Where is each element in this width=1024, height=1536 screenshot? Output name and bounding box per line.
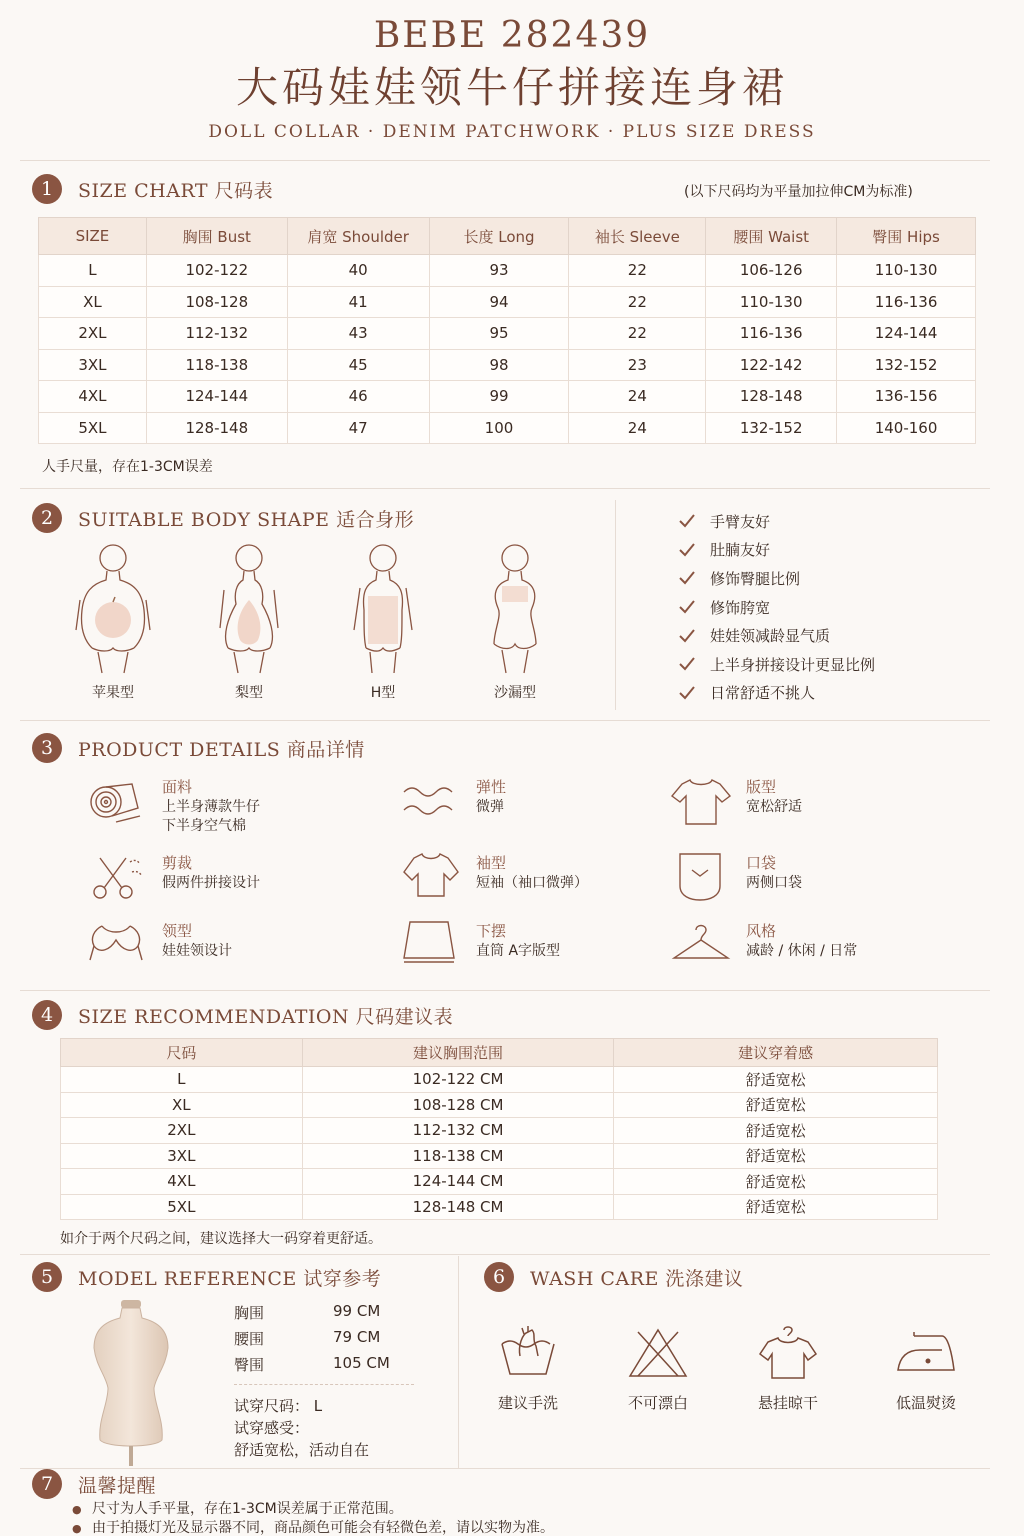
section-title: PRODUCT DETAILS 商品详情 — [78, 738, 365, 761]
details-header — [32, 733, 365, 763]
table-row — [61, 1143, 938, 1169]
hourglass-shape — [472, 540, 558, 702]
checkmark-icon — [678, 541, 696, 559]
care-label: 悬挂晾干 — [757, 1394, 818, 1412]
size-chart-header — [32, 174, 273, 204]
shape-label: 沙漏型 — [494, 685, 536, 701]
table-cell: 99 — [429, 381, 569, 413]
h-shape — [340, 540, 426, 702]
divider — [20, 990, 990, 991]
model-measure-row — [234, 1302, 380, 1323]
check-label: 娃娃领减龄显气质 — [710, 627, 831, 646]
care-hang-dry — [748, 1326, 828, 1413]
detail-title: 弹性 — [476, 778, 507, 796]
measure-value: 99 CM — [333, 1302, 381, 1320]
detail-title: 风格 — [746, 922, 777, 940]
column-header: 长度 Long — [429, 218, 569, 255]
table-cell: 46 — [287, 381, 429, 413]
table-row — [61, 1194, 938, 1220]
column-header: 建议穿着感 — [614, 1039, 938, 1067]
check-label: 肚腩友好 — [710, 541, 771, 560]
table-cell: 4XL — [39, 381, 147, 413]
table-cell: XL — [61, 1092, 303, 1118]
h-body-icon — [340, 540, 426, 674]
detail-text: 两侧口袋 — [746, 875, 802, 891]
table-cell: 94 — [429, 286, 569, 318]
table-cell: 45 — [287, 349, 429, 381]
wash-care-header — [484, 1262, 743, 1292]
hang-dry-icon — [756, 1326, 820, 1380]
table-cell: 136-156 — [837, 381, 976, 413]
table-cell: 95 — [429, 318, 569, 350]
section-number: 6 — [484, 1262, 514, 1292]
section-title: WASH CARE 洗涤建议 — [530, 1267, 744, 1290]
body-shape-header — [32, 503, 414, 533]
column-header: 尺码 — [61, 1039, 303, 1067]
table-cell: 110-130 — [706, 286, 837, 318]
table-row — [61, 1118, 938, 1144]
column-header: 腰围 Waist — [706, 218, 837, 255]
detail-pocket — [670, 852, 802, 908]
detail-text: 宽松舒适 — [746, 799, 802, 815]
try-feel-label: 试穿感受： — [234, 1419, 310, 1437]
detail-text: 娃娃领设计 — [162, 943, 232, 959]
table-cell: 24 — [569, 381, 706, 413]
table-cell: 122-142 — [706, 349, 837, 381]
try-feel: 舒适宽松，活动自在 — [234, 1441, 370, 1459]
checkmark-icon — [678, 569, 696, 587]
column-header: 胸围 Bust — [146, 218, 287, 255]
no-bleach-icon — [626, 1326, 690, 1380]
table-cell: 100 — [429, 412, 569, 444]
table-cell: 124-144 CM — [302, 1169, 614, 1195]
sleeve-shirt-icon — [400, 852, 462, 908]
detail-fit — [670, 776, 802, 832]
table-cell: 舒适宽松 — [614, 1118, 938, 1144]
section-number: 5 — [32, 1262, 62, 1292]
table-cell: 93 — [429, 255, 569, 287]
detail-stretch — [400, 776, 506, 832]
check-item — [678, 679, 875, 708]
column-header: 袖长 Sleeve — [569, 218, 706, 255]
stretch-wave-icon — [400, 776, 462, 832]
detail-collar — [86, 920, 232, 976]
table-cell: 128-148 — [146, 412, 287, 444]
table-cell: 47 — [287, 412, 429, 444]
table-row — [39, 381, 976, 413]
table-row — [61, 1169, 938, 1195]
table-cell: 118-138 CM — [302, 1143, 614, 1169]
check-label: 日常舒适不挑人 — [710, 684, 816, 703]
care-no-bleach — [618, 1326, 698, 1413]
table-cell: 124-144 — [146, 381, 287, 413]
measure-key: 臀围 — [234, 1356, 265, 1374]
table-cell: 24 — [569, 412, 706, 444]
column-header: 肩宽 Shoulder — [287, 218, 429, 255]
section-title: 温馨提醒 — [78, 1474, 157, 1497]
table-cell: 2XL — [61, 1118, 303, 1144]
checkmark-icon — [678, 627, 696, 645]
detail-fabric — [86, 776, 260, 836]
table-cell: 舒适宽松 — [614, 1067, 938, 1093]
table-cell: 舒适宽松 — [614, 1169, 938, 1195]
table-cell: 102-122 — [146, 255, 287, 287]
table-row — [39, 412, 976, 444]
skirt-hem-icon — [400, 920, 462, 976]
detail-title: 领型 — [162, 922, 193, 940]
pocket-icon — [670, 852, 732, 908]
column-header: 臀围 Hips — [837, 218, 976, 255]
page-header — [0, 14, 1024, 142]
table-row — [61, 1092, 938, 1118]
table-cell: 132-152 — [706, 412, 837, 444]
detail-title: 下摆 — [476, 922, 507, 940]
table-cell: 40 — [287, 255, 429, 287]
table-cell: 3XL — [61, 1143, 303, 1169]
table-cell: 3XL — [39, 349, 147, 381]
detail-hem — [400, 920, 560, 976]
section-title: SIZE CHART 尺码表 — [78, 179, 274, 202]
table-row — [39, 255, 976, 287]
section-number: 4 — [32, 1000, 62, 1030]
section-number: 2 — [32, 503, 62, 533]
check-label: 修饰臀腿比例 — [710, 569, 801, 588]
table-cell: 102-122 CM — [302, 1067, 614, 1093]
table-cell: 舒适宽松 — [614, 1143, 938, 1169]
divider — [20, 1468, 990, 1469]
care-label: 低温熨烫 — [895, 1394, 956, 1412]
check-item — [678, 650, 875, 679]
product-subtitle: DOLL COLLAR · DENIM PATCHWORK · PLUS SIZE DRESS — [208, 122, 816, 142]
table-cell: 116-136 — [837, 286, 976, 318]
table-cell: 41 — [287, 286, 429, 318]
divider — [20, 160, 990, 161]
care-label: 不可漂白 — [627, 1394, 688, 1412]
table-cell: 118-138 — [146, 349, 287, 381]
size-chart-note: (以下尺码均为平量加拉伸CM为标准) — [684, 184, 913, 200]
table-cell: 128-148 CM — [302, 1194, 614, 1220]
table-row — [39, 349, 976, 381]
section-title: SIZE RECOMMENDATION 尺码建议表 — [78, 1005, 454, 1028]
shape-label: 苹果型 — [92, 685, 134, 701]
detail-title: 袖型 — [476, 854, 507, 872]
detail-text: 直筒 A字版型 — [476, 943, 561, 959]
detail-text: 上半身薄款牛仔 — [162, 799, 260, 815]
measure-value: 79 CM — [333, 1328, 381, 1346]
model-header — [32, 1262, 381, 1292]
divider — [20, 1254, 990, 1255]
table-row — [61, 1067, 938, 1093]
pear-body-icon — [206, 540, 292, 674]
checkmark-icon — [678, 598, 696, 616]
table-cell: 106-126 — [706, 255, 837, 287]
feature-checklist — [678, 507, 875, 707]
hand-wash-icon — [496, 1326, 560, 1380]
table-cell: 23 — [569, 349, 706, 381]
detail-cut — [86, 852, 260, 908]
fabric-roll-icon — [86, 776, 148, 832]
table-cell: 112-132 — [146, 318, 287, 350]
check-item — [678, 507, 875, 536]
table-cell: 140-160 — [837, 412, 976, 444]
table-cell: 5XL — [61, 1194, 303, 1220]
table-cell: 舒适宽松 — [614, 1194, 938, 1220]
check-label: 修饰胯宽 — [710, 598, 771, 617]
shape-label: 梨型 — [235, 685, 263, 701]
table-cell: 110-130 — [837, 255, 976, 287]
check-label: 手臂友好 — [710, 512, 771, 531]
low-iron-icon — [894, 1326, 958, 1380]
care-hand-wash — [488, 1326, 568, 1413]
tips-list — [72, 1500, 554, 1536]
divider — [20, 488, 990, 489]
table-cell: L — [39, 255, 147, 287]
measure-key: 胸围 — [234, 1304, 265, 1322]
table-cell: 22 — [569, 255, 706, 287]
table-cell: 舒适宽松 — [614, 1092, 938, 1118]
list-item: ● 尺寸为人手平量，存在1-3CM误差属于正常范围。 — [72, 1500, 554, 1519]
detail-title: 版型 — [746, 778, 777, 796]
table-cell: 116-136 — [706, 318, 837, 350]
table-cell: 43 — [287, 318, 429, 350]
mannequin-image — [86, 1300, 176, 1470]
check-item — [678, 564, 875, 593]
section-title: SUITABLE BODY SHAPE 适合身形 — [78, 508, 415, 531]
table-cell: 132-152 — [837, 349, 976, 381]
table-cell: 98 — [429, 349, 569, 381]
table-cell: 108-128 CM — [302, 1092, 614, 1118]
detail-title: 口袋 — [746, 854, 777, 872]
size-chart-table — [38, 217, 976, 444]
size-chart-footnote: 人手尺量，存在1-3CM误差 — [42, 459, 213, 475]
table-cell: L — [61, 1067, 303, 1093]
table-cell: 5XL — [39, 412, 147, 444]
measure-key: 腰围 — [234, 1330, 265, 1348]
vertical-divider — [615, 500, 616, 710]
table-cell: 128-148 — [706, 381, 837, 413]
table-row — [39, 318, 976, 350]
detail-text: 假两件拼接设计 — [162, 875, 260, 891]
dashed-divider — [234, 1384, 414, 1385]
detail-text: 短袖（袖口微弹） — [476, 875, 588, 891]
recommendation-footnote: 如介于两个尺码之间，建议选择大一码穿着更舒适。 — [60, 1231, 382, 1247]
table-cell: 112-132 CM — [302, 1118, 614, 1144]
care-low-iron — [886, 1326, 966, 1413]
divider — [20, 720, 990, 721]
product-title: 大码娃娃领牛仔拼接连身裙 — [235, 63, 788, 112]
recommendation-header — [32, 1000, 453, 1030]
model-measure-row — [234, 1328, 380, 1349]
product-code: BEBE 282439 — [373, 15, 651, 56]
size-recommendation-table — [60, 1038, 938, 1220]
hourglass-body-icon — [472, 540, 558, 674]
detail-sleeve — [400, 852, 588, 908]
detail-text: 减龄 / 休闲 / 日常 — [746, 943, 858, 959]
tshirt-icon — [670, 776, 732, 832]
measure-value: 105 CM — [333, 1354, 390, 1372]
try-size: 试穿尺码： L — [234, 1397, 323, 1415]
apple-shape — [70, 540, 156, 702]
column-header: SIZE — [39, 218, 147, 255]
table-cell: 124-144 — [837, 318, 976, 350]
section-title: MODEL REFERENCE 试穿参考 — [78, 1267, 382, 1290]
detail-style — [670, 920, 857, 976]
detail-text: 微弹 — [476, 799, 504, 815]
tips-header — [32, 1469, 156, 1499]
check-item — [678, 621, 875, 650]
detail-text: 下半身空气棉 — [162, 818, 246, 834]
table-header-row — [61, 1039, 938, 1067]
scissors-icon — [86, 852, 148, 908]
detail-title: 面料 — [162, 778, 193, 796]
care-label: 建议手洗 — [497, 1394, 558, 1412]
check-item — [678, 593, 875, 622]
detail-title: 剪裁 — [162, 854, 193, 872]
checkmark-icon — [678, 512, 696, 530]
section-number: 1 — [32, 174, 62, 204]
checkmark-icon — [678, 655, 696, 673]
table-header-row — [39, 218, 976, 255]
shape-label: H型 — [370, 685, 396, 701]
doll-collar-icon — [86, 920, 148, 976]
hanger-icon — [670, 920, 732, 976]
section-number: 3 — [32, 733, 62, 763]
model-measure-row — [234, 1354, 390, 1375]
column-header: 建议胸围范围 — [302, 1039, 614, 1067]
table-cell: 4XL — [61, 1169, 303, 1195]
pear-shape — [206, 540, 292, 702]
table-cell: 22 — [569, 286, 706, 318]
apple-body-icon — [70, 540, 156, 674]
list-item: ● 由于拍摄灯光及显示器不同，商品颜色可能会有轻微色差，请以实物为准。 — [72, 1519, 554, 1536]
section-number: 7 — [32, 1469, 62, 1499]
checkmark-icon — [678, 684, 696, 702]
table-row — [39, 286, 976, 318]
table-cell: 2XL — [39, 318, 147, 350]
check-item — [678, 536, 875, 565]
table-cell: 22 — [569, 318, 706, 350]
table-cell: XL — [39, 286, 147, 318]
table-cell: 108-128 — [146, 286, 287, 318]
vertical-divider — [458, 1256, 459, 1468]
check-label: 上半身拼接设计更显比例 — [710, 655, 876, 674]
